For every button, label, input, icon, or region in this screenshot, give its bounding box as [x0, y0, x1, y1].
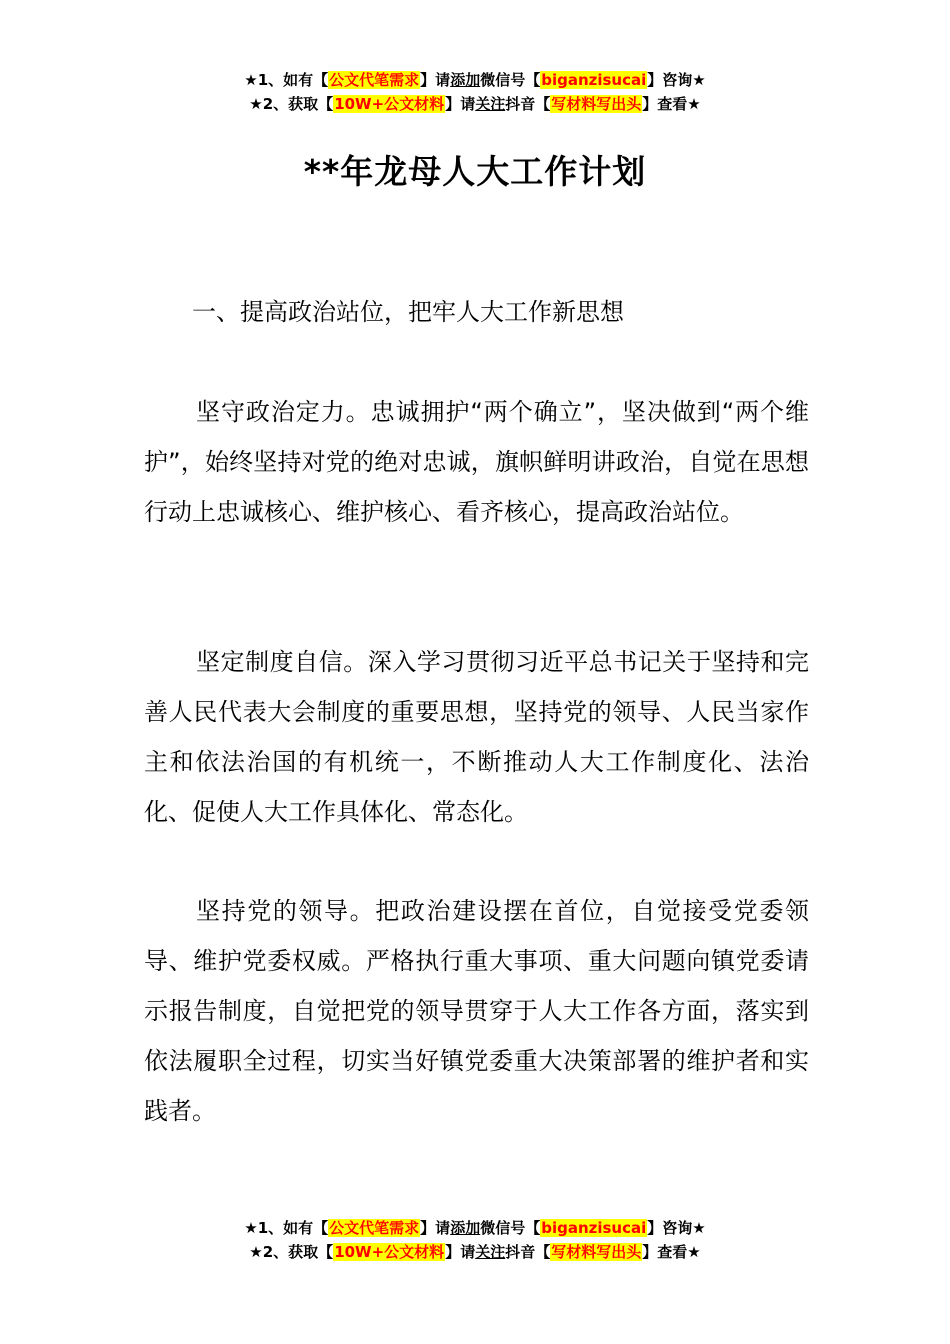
banner-highlight: biganzisucai: [541, 71, 647, 89]
banner-emphasis: 关注: [475, 1243, 506, 1261]
banner-highlight: 10W+公文材料: [334, 1243, 445, 1261]
banner-text: 】请: [420, 1219, 451, 1237]
banner-text: 】查看★: [642, 95, 701, 113]
banner-text: ★2、获取【: [249, 1243, 334, 1261]
banner-text: 抖音【: [505, 95, 551, 113]
footer-banner: [0, 1216, 950, 1264]
banner-text: 】请: [420, 71, 451, 89]
banner-highlight: 写材料写出头: [551, 1243, 642, 1261]
banner-highlight: 10W+公文材料: [334, 95, 445, 113]
banner-text: 微信号【: [480, 71, 541, 89]
banner-line-2: [0, 92, 950, 116]
banner-emphasis: 关注: [475, 95, 506, 113]
banner-text: 】咨询★: [647, 1219, 706, 1237]
banner-text: ★1、如有【: [244, 1219, 329, 1237]
body-paragraph: 坚持党的领导。把政治建设摆在首位，自觉接受党委领导、维护党委权威。严格执行重大事项、重大问题向镇党委请示报告制度，自觉把党的领导贯穿于人大工作各方面，落实到依法履职全过程，切实当好镇党委重大决策部署的维护者和实践者。: [144, 897, 809, 1125]
banner-text: 】请: [445, 1243, 476, 1261]
banner-emphasis: 添加: [450, 1219, 481, 1237]
body-paragraph: 坚守政治定力。忠诚拥护“两个确立”，坚决做到“两个维护”，始终坚持对党的绝对忠诚，旗帜鲜明讲政治，自觉在思想行动上忠诚核心、维护核心、看齐核心，提高政治站位。: [144, 398, 809, 526]
banner-text: ★1、如有【: [244, 71, 329, 89]
banner-text: 】查看★: [642, 1243, 701, 1261]
banner-highlight: 公文代笔需求: [329, 71, 420, 89]
document-title: **年龙母人大工作计划: [303, 152, 647, 191]
header-banner: [0, 68, 950, 116]
banner-emphasis: 添加: [450, 71, 481, 89]
body-paragraph: 坚定制度自信。深入学习贯彻习近平总书记关于坚持和完善人民代表大会制度的重要思想，坚持党的领导、人民当家作主和依法治国的有机统一，不断推动人大工作制度化、法治化、促使人大工作具体化、常态化。: [144, 648, 809, 826]
banner-text: ★2、获取【: [249, 95, 334, 113]
banner-text: 】咨询★: [647, 71, 706, 89]
banner-text: 微信号【: [480, 1219, 541, 1237]
section-heading: 一、提高政治站位，把牢人大工作新思想: [192, 298, 624, 326]
banner-line-2: [0, 1240, 950, 1264]
banner-text: 抖音【: [505, 1243, 551, 1261]
banner-line-1: [0, 1216, 950, 1240]
banner-highlight: biganzisucai: [541, 1219, 647, 1237]
banner-line-1: [0, 68, 950, 92]
banner-highlight: 公文代笔需求: [329, 1219, 420, 1237]
banner-highlight: 写材料写出头: [551, 95, 642, 113]
banner-text: 】请: [445, 95, 476, 113]
